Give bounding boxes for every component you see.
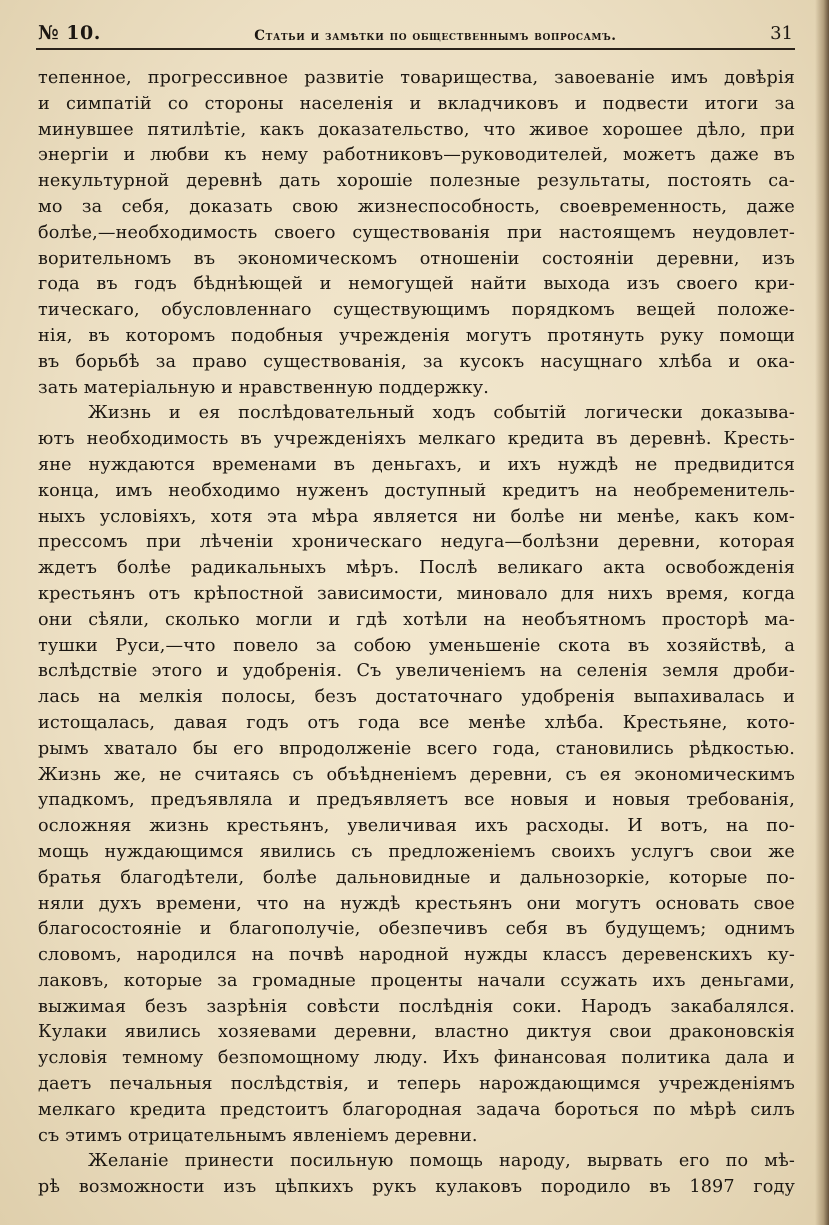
text-line: упадкомъ, предъявляла и предъявляетъ все новыя и новыя требованія, — [38, 790, 795, 811]
text-line: благосостояніе и благополучіе, обезпечивъ себя въ будущемъ; однимъ — [38, 919, 795, 940]
text-line: тушки Руси,—что повело за собою уменьшеніе скота въ хозяйствѣ, а — [38, 635, 795, 656]
text-line: выжимая безъ зазрѣнія совѣсти послѣднія соки. Народъ закабалялся. — [38, 996, 795, 1017]
header-rule — [36, 48, 795, 50]
text-line: въ борьбѣ за право существованія, за кусокъ насущнаго хлѣба и ока- — [38, 351, 795, 372]
body-text — [38, 66, 795, 1201]
text-line: словомъ, народился на почвѣ народной нужды классъ деревенскихъ ку- — [38, 945, 795, 966]
text-line: они сѣяли, сколько могли и гдѣ хотѣли на необъятномъ просторѣ ма- — [38, 609, 795, 630]
text-line: ныхъ условіяхъ, хотя эта мѣра является ни болѣе ни менѣе, какъ ком- — [38, 506, 795, 527]
text-line: тическаго, обусловленнаго существующимъ порядкомъ вещей положе- — [38, 300, 795, 321]
text-line: некультурной деревнѣ дать хорошіе полезные результаты, постоять са- — [38, 171, 795, 192]
page-edge-shadow — [815, 0, 829, 1225]
text-line: яне нуждаются временами въ деньгахъ, и ихъ нуждѣ не предвидится — [38, 454, 795, 475]
section-title: Статьи и замѣтки по общественнымъ вопросамъ. — [254, 28, 617, 44]
text-line: няли духъ времени, что на нуждѣ крестьянъ они могутъ основать свое — [38, 893, 795, 914]
text-line: рѣ возможности изъ цѣпкихъ рукъ кулаковъ породило въ 1897 году — [38, 1177, 795, 1198]
text-line: зать матеріальную и нравственную поддержку. — [38, 377, 489, 398]
text-line: братья благодѣтели, болѣе дальновидные и дальнозоркіе, которые по- — [38, 867, 795, 888]
text-line: даетъ печальныя послѣдствія, и теперь нарождающимся учрежденіямъ — [38, 1074, 795, 1095]
text-line: энергіи и любви къ нему работниковъ—руководителей, можетъ даже въ — [38, 145, 795, 166]
text-line: съ этимъ отрицательнымъ явленіемъ деревни. — [38, 1125, 478, 1146]
text-line: минувшее пятилѣтіе, какъ доказательство, что живое хорошее дѣло, при — [38, 119, 795, 140]
text-line: ждетъ болѣе радикальныхъ мѣръ. Послѣ великаго акта освобожденія — [38, 558, 795, 579]
text-line: рымъ хватало бы его впродолженіе всего года, становились рѣдкостью. — [38, 738, 795, 759]
page-number: 31 — [770, 23, 793, 44]
text-line: лась на мелкія полосы, безъ достаточнаго удобренія выпахивалась и — [38, 687, 795, 708]
issue-number: № 10. — [38, 22, 101, 44]
text-line: вслѣдствіе этого и удобренія. Съ увеличеніемъ на селенія земля дроби- — [38, 661, 795, 682]
text-line: нія, въ которомъ подобныя учрежденія могутъ протянуть руку помощи — [38, 325, 795, 346]
text-line: ворительномъ въ экономическомъ отношеніи состояніи деревни, изъ — [38, 248, 795, 269]
text-line: конца, имъ необходимо нуженъ доступный кредитъ на необременитель- — [38, 480, 795, 501]
text-line: осложняя жизнь крестьянъ, увеличивая ихъ расходы. И вотъ, на по- — [38, 816, 795, 837]
running-header — [38, 14, 793, 44]
text-line: мо за себя, доказать свою жизнеспособность, своевременность, даже — [38, 196, 795, 217]
text-line: лаковъ, которые за громадные проценты начали ссужать ихъ деньгами, — [38, 970, 795, 991]
text-line: Желаніе принести посильную помощь народу, вырвать его по мѣ- — [88, 1151, 795, 1172]
text-line: болѣе,—необходимость своего существованія при настоящемъ неудовлет- — [38, 222, 795, 243]
text-line: Кулаки явились хозяевами деревни, властно диктуя свои драконовскія — [38, 1022, 795, 1043]
text-line: мелкаго кредита предстоитъ благородная задача бороться по мѣрѣ силъ — [38, 1099, 795, 1120]
text-line: Жизнь же, не считаясь съ объѣдненіемъ деревни, съ ея экономическимъ — [38, 764, 795, 785]
text-line: прессомъ при лѣченіи хроническаго недуга—болѣзни деревни, которая — [38, 532, 795, 553]
text-line: и симпатій со стороны населенія и вкладчиковъ и подвести итоги за — [38, 93, 795, 114]
text-line: тепенное, прогрессивное развитіе товарищества, завоеваніе имъ довѣрія — [38, 68, 795, 88]
text-line: года въ годъ бѣднѣющей и немогущей найти выхода изъ своего кри- — [38, 274, 795, 295]
text-line: мощь нуждающимся явились съ предложеніемъ своихъ услугъ свои же — [38, 841, 795, 862]
text-line: Жизнь и ея послѣдовательный ходъ событій логически доказыва- — [88, 403, 795, 424]
text-line: истощалась, давая годъ отъ года все менѣе хлѣба. Крестьяне, кото- — [38, 712, 795, 733]
text-line: ютъ необходимость въ учрежденіяхъ мелкаго кредита въ деревнѣ. Кресть- — [38, 429, 795, 450]
text-line: крестьянъ отъ крѣпостной зависимости, миновало для нихъ время, когда — [38, 583, 795, 604]
text-line: условія темному безпомощному люду. Ихъ финансовая политика дала и — [38, 1048, 795, 1069]
